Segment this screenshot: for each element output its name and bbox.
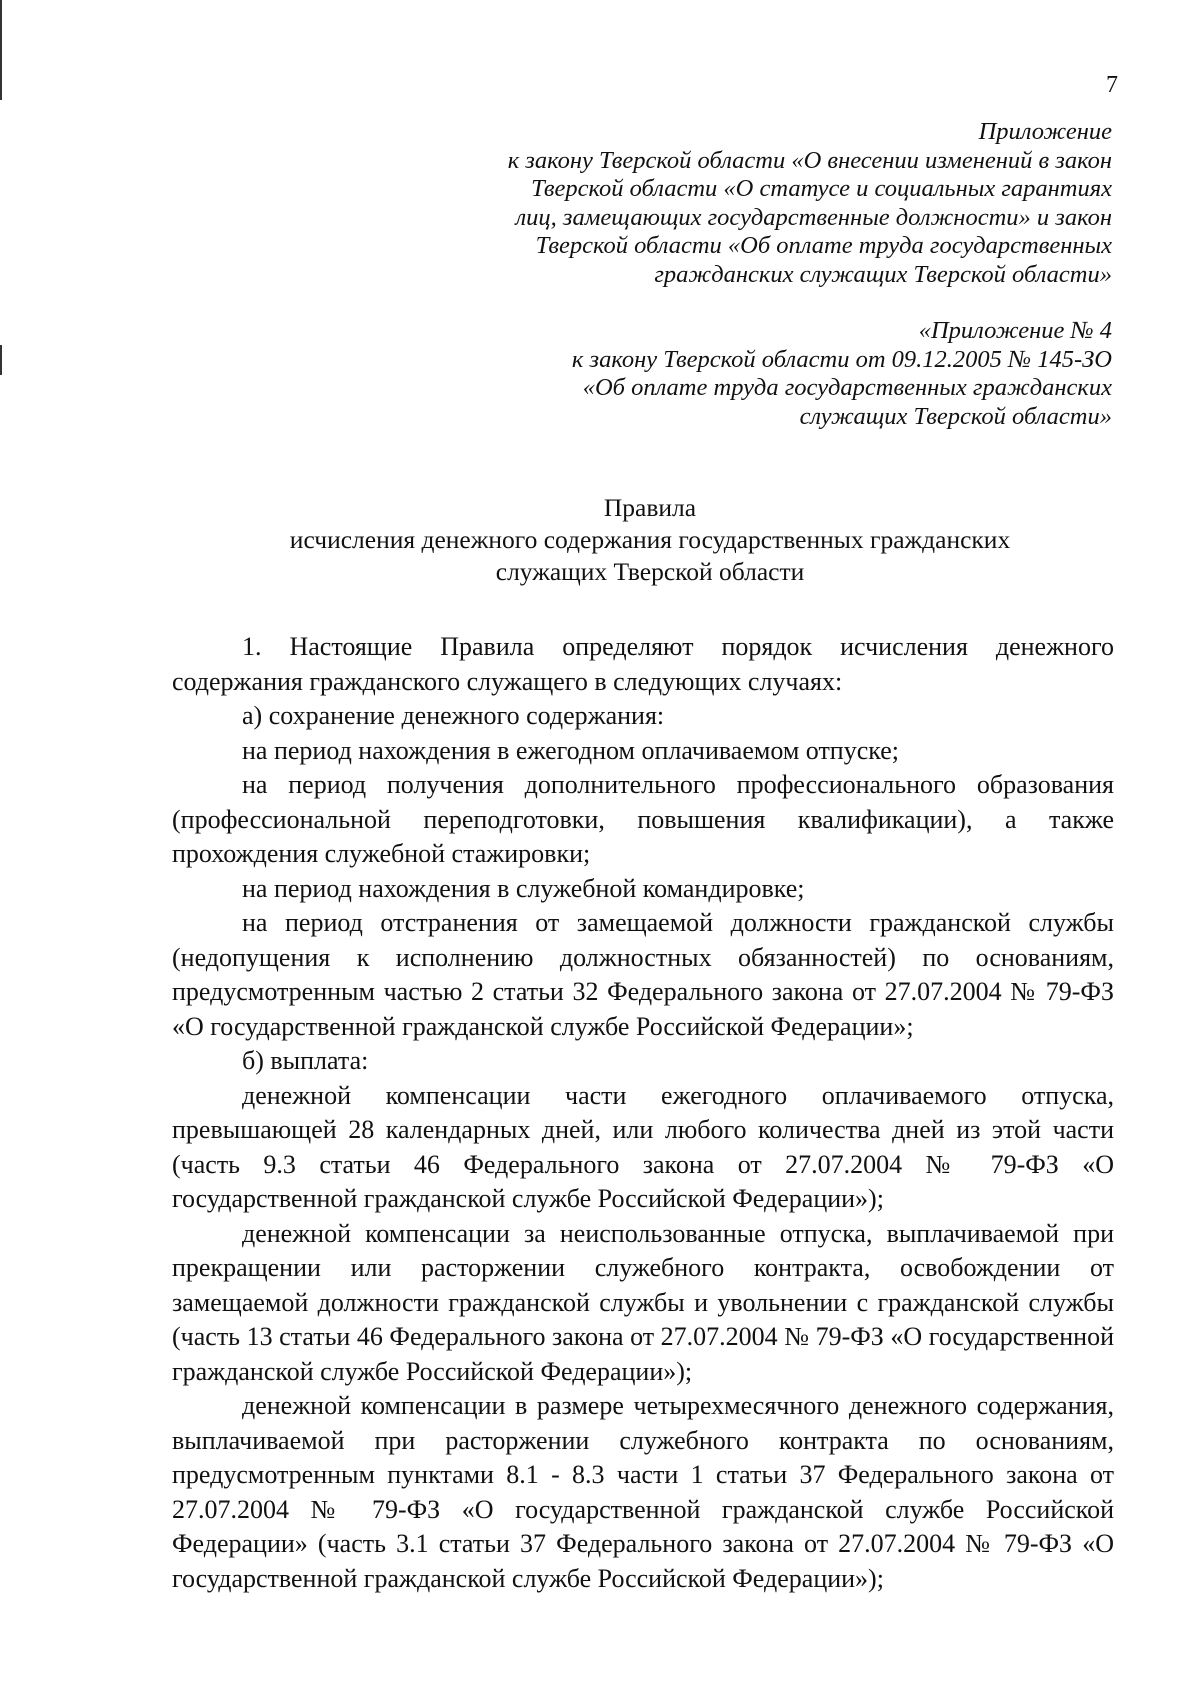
paragraph: на период нахождения в ежегодном оплачиваемом отпуске;	[242, 735, 900, 765]
annex-header-line: Тверской области «Об оплате труда государственных	[535, 232, 1112, 259]
paragraph: денежной компенсации за неиспользованные отпуска, выплачиваемой при прекращении или расторжении служебного контракта, освобождении от замещаемой должности гражданской службы и увольнении с гражданской службы (часть 13 статьи 46 Федерального закона от 27.07.2004 № 79-ФЗ «О государственной гражданской службе Российской Федерации»);	[172, 1218, 1114, 1386]
title-line: исчисления денежного содержания государственных гражданских	[289, 525, 1011, 554]
page-number: 7	[1106, 72, 1118, 98]
annex-reference-line: «Приложение № 4	[918, 317, 1112, 344]
paragraph: на период отстранения от замещаемой должности гражданской службы (недопущения к исполнению должностных обязанностей) по основаниям, предусмотренным частью 2 статьи 32 Федерального закона от 27.07.2004 № 79-ФЗ «О государственной гражданской службе Российской Федерации»;	[172, 908, 1114, 1041]
paragraph: б) выплата:	[242, 1046, 369, 1075]
title-line: служащих Тверской области	[495, 557, 805, 586]
annex-header-line: Тверской области «О статусе и социальных гарантиях	[531, 175, 1112, 202]
annex-header-line: Приложение	[978, 118, 1112, 145]
document-body	[172, 630, 1114, 1596]
paragraph: на период получения дополнительного профессионального образования (профессиональной переподготовки, повышения квалификации), а также прохождения служебной стажировки;	[172, 770, 1114, 868]
document-title	[0, 492, 1200, 588]
annex-header-line: лиц, замещающих государственные должности» и закон	[515, 203, 1112, 231]
paragraph: а) сохранение денежного содержания:	[242, 701, 665, 730]
annex-reference-line: «Об оплате труда государственных гражданских	[582, 374, 1112, 401]
annex-reference-line: к закону Тверской области от 09.12.2005 № 145-ЗО	[571, 345, 1112, 373]
annex-header-line: гражданских служащих Тверской области»	[654, 260, 1112, 288]
annex-reference	[572, 317, 1112, 431]
annex-header-line: к закону Тверской области «О внесении изменений в закон	[507, 146, 1112, 174]
paragraph: денежной компенсации части ежегодного оплачиваемого отпуска, превышающей 28 календарных дней, или любого количества дней из этой части (часть 9.3 статьи 46 Федерального закона от 27.07.2004 № 79-ФЗ «О государственной гражданской службе Российской Федерации»);	[172, 1080, 1114, 1213]
paragraph: денежной компенсации в размере четырехмесячного денежного содержания, выплачиваемой при расторжении служебного контракта по основаниям, предусмотренным пунктами 8.1 - 8.3 части 1 статьи 37 Федерального закона от 27.07.2004 № 79-ФЗ «О государственной гражданской службе Российской Федерации» (часть 3.1 статьи 37 Федерального закона от 27.07.2004 № 79-ФЗ «О государственной гражданской службе Российской Федерации»);	[172, 1391, 1114, 1593]
paragraph: 1. Настоящие Правила определяют порядок исчисления денежного содержания гражданского служащего в следующих случаях:	[172, 632, 1114, 696]
scan-edge-mark	[0, 0, 2, 100]
title-line: Правила	[603, 493, 697, 522]
scan-edge-mark	[0, 345, 2, 375]
annex-header	[508, 118, 1112, 289]
annex-reference-line: служащих Тверской области»	[799, 402, 1112, 430]
paragraph: на период нахождения в служебной командировке;	[242, 873, 805, 903]
